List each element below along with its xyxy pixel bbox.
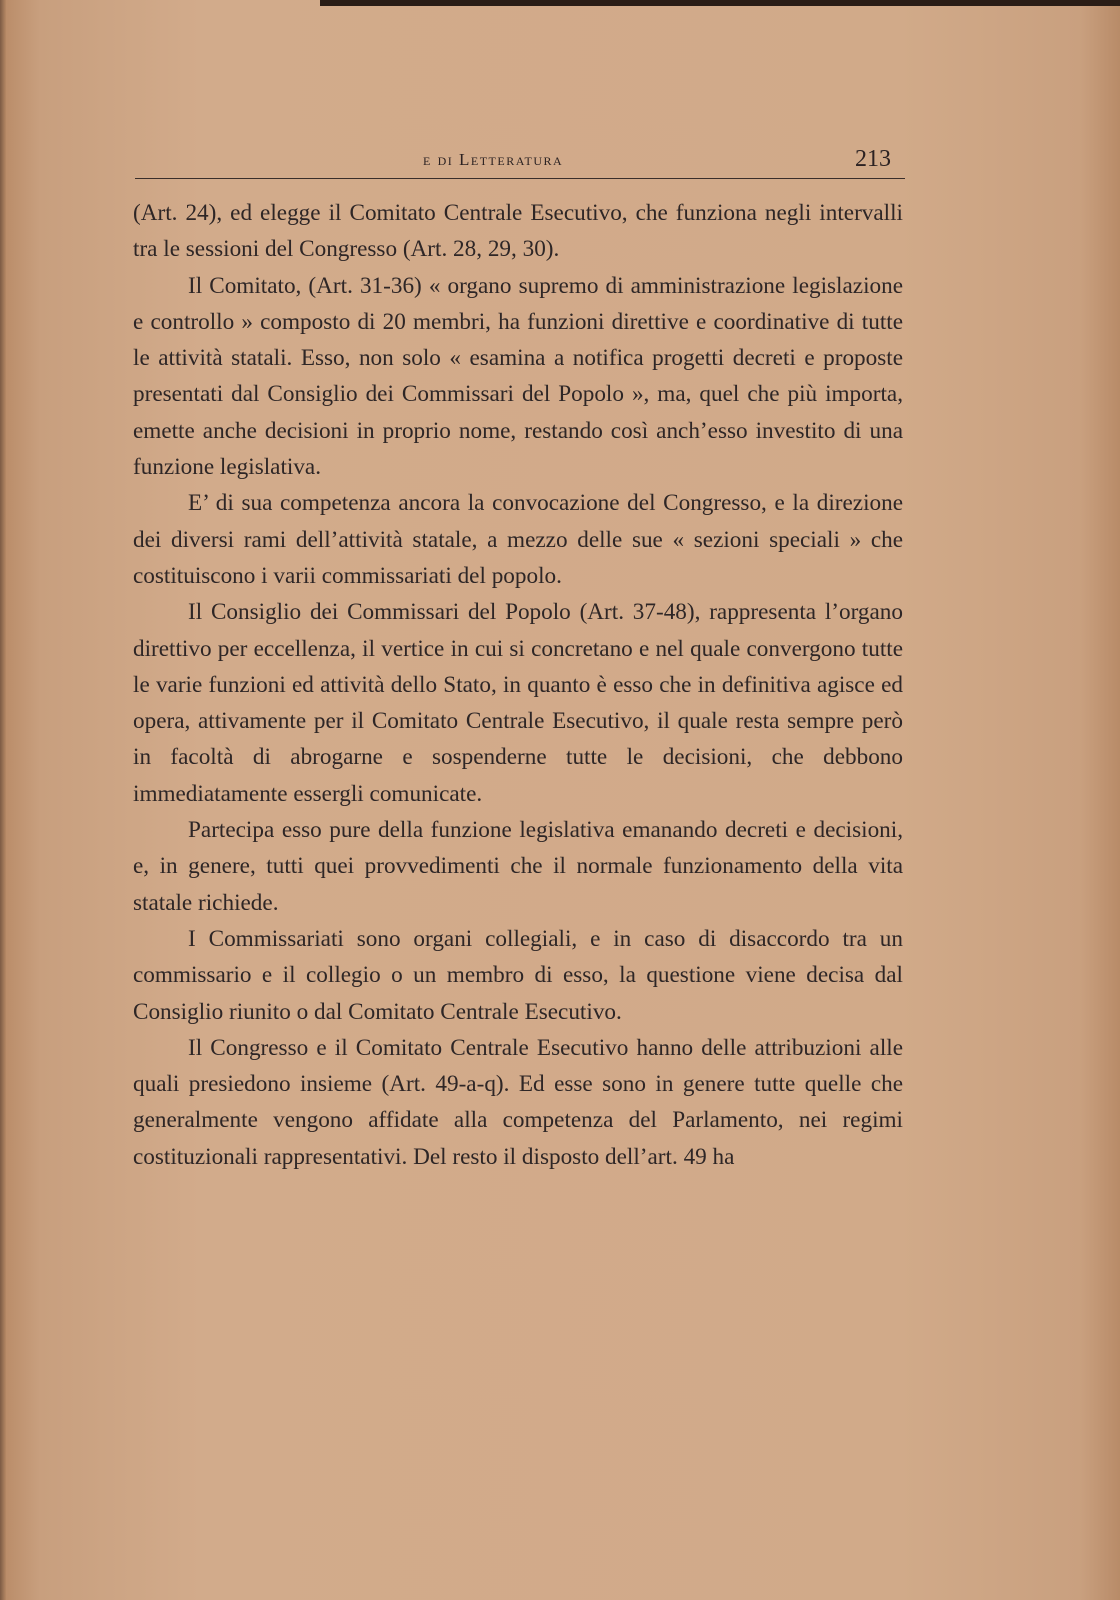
paragraph: Il Congresso e il Comitato Centrale Esecutivo hanno delle attribuzioni alle quali presiedono insieme (Art. 49-a-q). Ed esse sono in genere tutte quelle che generalmente vengono affidate alla competenza del Parlamento, nei regimi costituzionali rappresentativi. Del resto il disposto dell’art. 49 ha xyxy=(133,1034,903,1170)
header-rule xyxy=(135,178,905,179)
paragraph: E’ di sua competenza ancora la convocazione del Congresso, e la direzione dei diversi rami dell’attività statale, a mezzo delle sue « sezioni speciali » che costituiscono i varii commissariati del popolo. xyxy=(133,490,903,589)
page-number: 213 xyxy=(855,146,891,172)
paragraph: Partecipa esso pure della funzione legislativa emanando decreti e decisioni, e, in genere, tutti quei provvedimenti che il normale funzionamento della vita statale richiede. xyxy=(133,817,903,916)
scan-top-edge xyxy=(320,0,1120,6)
running-head xyxy=(135,146,905,182)
paragraph: Il Consiglio dei Commissari del Popolo (Art. 37-48), rappresenta l’organo direttivo per eccellenza, il vertice in cui si concretano e nel quale convergono tutte le varie funzioni ed attività dello Stato, in quanto è esso che in definitiva agisce ed opera, attivamente per il Comitato Centrale Esecutivo, il quale resta sempre però in facoltà di abrogarne e sospenderne tutte le decisioni, che debbono immediatamente essergli comunicate. xyxy=(133,599,903,807)
paragraph: I Commissariati sono organi collegiali, e in caso di disaccordo tra un commissario e il collegio o un membro di esso, la questione viene decisa dal Consiglio riunito o dal Comitato Centrale Esecutivo. xyxy=(133,925,903,1025)
paragraph: (Art. 24), ed elegge il Comitato Centrale Esecutivo, che funziona negli intervalli tra le sessioni del Congresso (Art. 28, 29, 30). xyxy=(133,200,903,263)
paragraph: Il Comitato, (Art. 31-36) « organo supremo di amministrazione legislazione e controllo » composto di 20 membri, ha funzioni direttive e coordinative di tutte le attività statali. Esso, non solo « esamina a notifica progetti decreti e proposte presentati dal Consiglio dei Commissari del Popolo », ma, quel che più importa, emette anche decisioni in proprio nome, restando così anch’esso investito di una funzione legislativa. xyxy=(133,272,903,481)
scan-left-edge xyxy=(0,0,6,1600)
body-text xyxy=(133,195,903,1175)
running-head-title: e di Letteratura xyxy=(423,150,564,169)
